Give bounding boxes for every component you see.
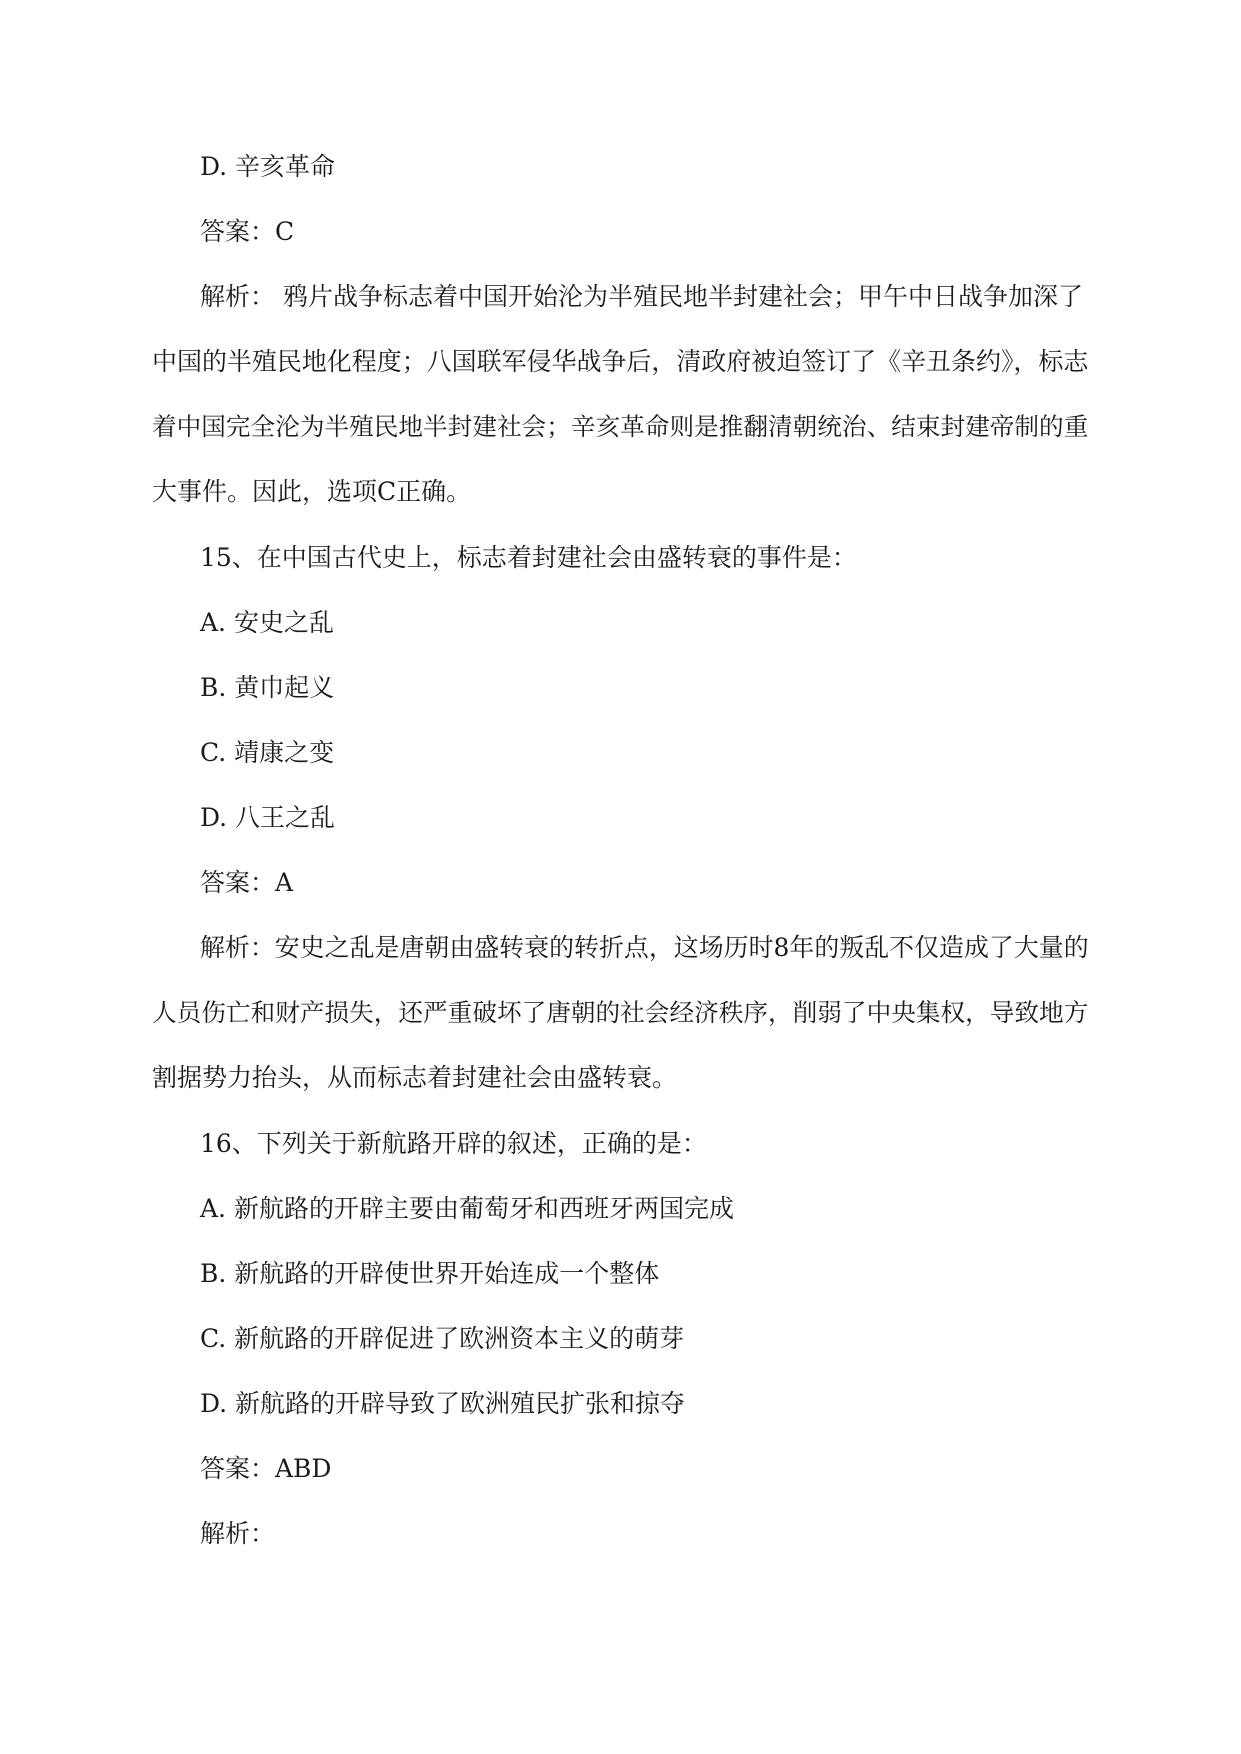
q16-option-d: D. 新航路的开辟导致了欧洲殖民扩张和掠夺 — [200, 1389, 686, 1418]
q16-question: 16、下列关于新航路开辟的叙述，正确的是： — [200, 1129, 707, 1158]
q15-analysis-line-3: 割据势力抬头，从而标志着封建社会由盛转衰。 — [152, 1063, 678, 1092]
q16-analysis: 解析： — [200, 1519, 276, 1548]
q14-analysis-line-4: 大事件。因此，选项C正确。 — [152, 477, 472, 506]
q16-option-a: A. 新航路的开辟主要由葡萄牙和西班牙两国完成 — [200, 1194, 734, 1223]
q14-analysis-line-1: 解析： 鸦片战争标志着中国开始沦为半殖民地半封建社会；甲午中日战争加深了 — [200, 282, 1083, 311]
q14-analysis-line-3: 着中国完全沦为半殖民地半封建社会；辛亥革命则是推翻清朝统治、结束封建帝制的重 — [152, 412, 1089, 441]
q16-answer: 答案：ABD — [200, 1454, 332, 1483]
q15-answer: 答案：A — [200, 868, 294, 897]
q14-analysis-line-2: 中国的半殖民地化程度；八国联军侵华战争后，清政府被迫签订了《辛丑条约》，标志 — [152, 347, 1089, 376]
q15-question: 15、在中国古代史上，标志着封建社会由盛转衰的事件是： — [200, 543, 857, 572]
q16-option-c: C. 新航路的开辟促进了欧洲资本主义的萌芽 — [200, 1324, 685, 1353]
q14-answer: 答案：C — [200, 217, 295, 246]
q15-option-d: D. 八王之乱 — [200, 803, 336, 832]
q15-analysis-line-2: 人员伤亡和财产损失，还严重破坏了唐朝的社会经济秩序，削弱了中央集权，导致地方 — [152, 998, 1089, 1027]
q16-option-b: B. 新航路的开辟使世界开始连成一个整体 — [200, 1259, 660, 1288]
q15-analysis-line-1: 解析：安史之乱是唐朝由盛转衰的转折点，这场历时8年的叛乱不仅造成了大量的 — [200, 933, 1089, 962]
q15-option-c: C. 靖康之变 — [200, 738, 335, 767]
q14-option-d: D. 辛亥革命 — [200, 152, 336, 181]
q15-option-b: B. 黄巾起义 — [200, 673, 335, 702]
q15-option-a: A. 安史之乱 — [200, 608, 334, 637]
